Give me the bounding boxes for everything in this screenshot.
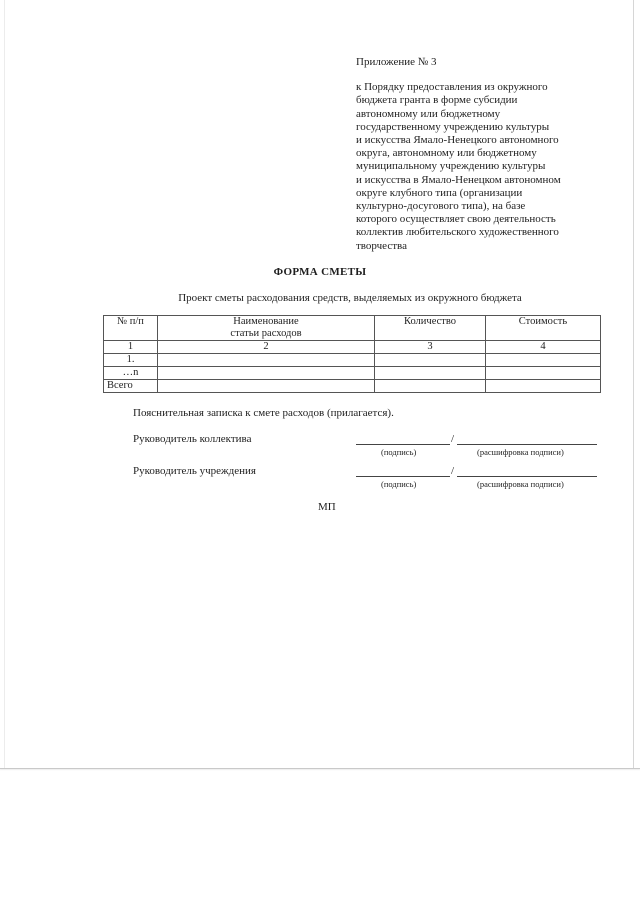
- signature-caption-sign: (подпись): [381, 447, 417, 457]
- signature-caption-decode: (расшифровка подписи): [477, 447, 564, 457]
- page-edge-right: [633, 0, 634, 768]
- table-cell: 1.: [104, 354, 158, 367]
- signature-slash: /: [451, 465, 455, 477]
- table-cell: [486, 367, 601, 380]
- header-name-line2: статьи расходов: [230, 328, 302, 339]
- appendix-line: государственному учреждению культуры: [356, 120, 550, 133]
- table-cell: 1: [104, 341, 158, 354]
- table-cell: 2: [158, 341, 375, 354]
- header-cell-number: № п/п: [104, 316, 158, 341]
- appendix-line: округе клубного типа (организации: [356, 186, 523, 199]
- appendix-text: [356, 81, 561, 253]
- table-cell: 4: [486, 341, 601, 354]
- table-cell: [486, 380, 601, 393]
- appendix-block: [356, 56, 561, 253]
- appendix-line: и искусства в Ямало-Ненецком автономном: [356, 173, 561, 186]
- appendix-line: к Порядку предоставления из окружного: [356, 81, 548, 94]
- table-cell: …n: [104, 367, 158, 380]
- appendix-line: коллектив любительского художественного: [356, 226, 559, 239]
- signature-caption-decode: (расшифровка подписи): [477, 479, 564, 489]
- table-cell: [375, 380, 486, 393]
- table-cell: [158, 367, 375, 380]
- signature-caption-sign: (подпись): [381, 479, 417, 489]
- table-cell: 3: [375, 341, 486, 354]
- table-header-row: [104, 316, 601, 341]
- table-cell: [486, 354, 601, 367]
- table-row: [104, 367, 601, 380]
- form-title: ФОРМА СМЕТЫ: [273, 266, 367, 278]
- table-cell: [158, 354, 375, 367]
- signature-slash: /: [451, 433, 455, 445]
- table-cell: [158, 380, 375, 393]
- form-subtitle: Проект сметы расходования средств, выделяемых из окружного бюджета: [178, 292, 522, 304]
- appendix-line: автономному или бюджетному: [356, 107, 501, 120]
- page-edge-left: [4, 0, 5, 768]
- signature-line-decode: [457, 476, 597, 477]
- appendix-line: муниципальному учреждению культуры: [356, 160, 546, 173]
- appendix-line: которого осуществляет свою деятельность: [356, 213, 556, 226]
- header-cell-quantity: Количество: [375, 316, 486, 341]
- signature-label-institution: Руководитель учреждения: [133, 465, 256, 477]
- table-cell: Всего: [104, 380, 158, 393]
- appendix-line: культурно-досугового типа), на базе: [356, 200, 526, 213]
- signature-line-sign: [356, 476, 450, 477]
- table-row-total: [104, 380, 601, 393]
- stamp-placeholder: МП: [318, 501, 336, 513]
- appendix-line: творчества: [356, 239, 407, 252]
- table-cell: [375, 354, 486, 367]
- appendix-line: бюджета гранта в форме субсидии: [356, 94, 518, 107]
- table-cell: [375, 367, 486, 380]
- budget-table: [103, 315, 601, 393]
- header-cell-name: [158, 316, 375, 341]
- table-row: [104, 354, 601, 367]
- appendix-title: Приложение № 3: [356, 56, 437, 68]
- table-number-row: [104, 341, 601, 354]
- signature-line-decode: [457, 444, 597, 445]
- header-cell-cost: Стоимость: [486, 316, 601, 341]
- signature-line-sign: [356, 444, 450, 445]
- signature-label-collective: Руководитель коллектива: [133, 433, 252, 445]
- explanatory-note: Пояснительная записка к смете расходов (прилагается).: [133, 407, 394, 419]
- header-name-line1: Наименование: [233, 316, 299, 327]
- appendix-line: и искусства Ямало-Ненецкого автономного: [356, 134, 559, 147]
- appendix-line: округа, автономному или бюджетному: [356, 147, 537, 160]
